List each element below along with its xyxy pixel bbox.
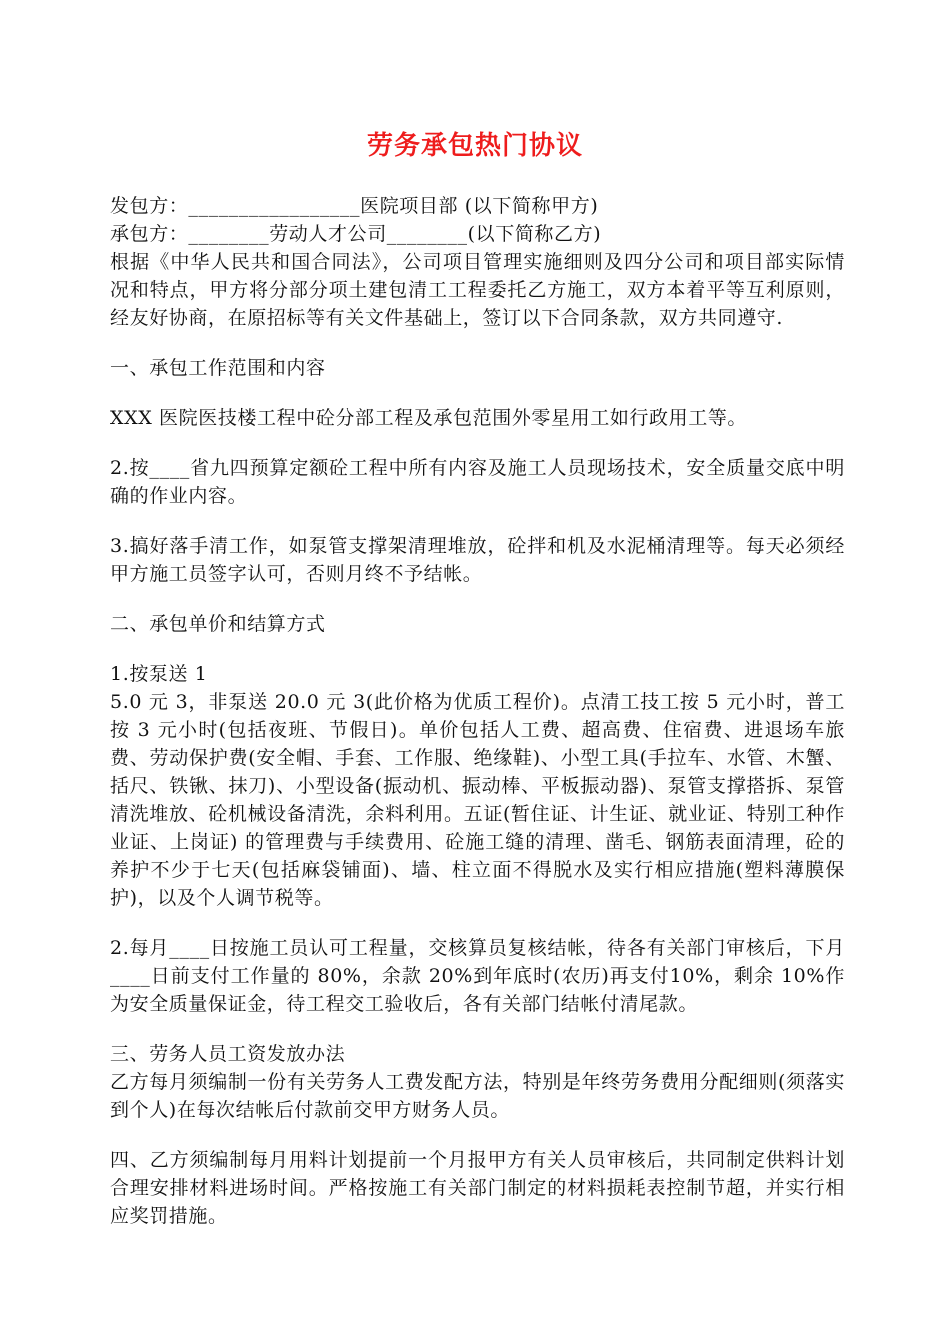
section-4-body: 四、乙方须编制每月用料计划提前一个月报甲方有关人员审核后，共同制定供料计划合理安排材料进场时间。严格按施工有关部门制定的材料损耗表控制节超，并实行相应奖罚措施。 xyxy=(110,1149,845,1227)
party-a-line: 发包方：_________________医院项目部 (以下简称甲方) xyxy=(110,195,599,217)
document-title: 劳务承包热门协议 xyxy=(366,131,583,161)
section-1-item-3: 3.搞好落手清工作，如泵管支撑架清理堆放，砼拌和机及水泥桶清理等。每天必须经甲方施工员签字认可，否则月终不予结帐。 xyxy=(110,535,845,585)
section-2-item-2: 2.每月____日按施工员认可工程量，交核算员复核结帐，待各有关部门审核后，下月____日前支付工作量的 80%，余款 20%到年底时(农历)再支付10%，剩余 10%作为安全质量保证金，待工程交工验收后，各有关部门结帐付清尾款。 xyxy=(110,937,845,1015)
section-1-heading: 一、承包工作范围和内容 xyxy=(110,357,326,379)
preamble-paragraph: 根据《中华人民共和国合同法》，公司项目管理实施细则及四分公司和项目部实际情况和特点，甲方将分部分项土建包清工工程委托乙方施工，双方本着平等互利原则，经友好协商，在原招标等有关文件基础上，签订以下合同条款，双方共同遵守. xyxy=(110,251,845,329)
section-2-item-1-head: 1.按泵送 1 xyxy=(110,663,208,685)
section-1-item-1: XXX 医院医技楼工程中砼分部工程及承包范围外零星用工如行政用工等。 xyxy=(110,407,748,429)
section-3-heading: 三、劳务人员工资发放办法 xyxy=(110,1043,346,1065)
document-body xyxy=(110,192,845,1230)
section-1-item-2: 2.按____省九四预算定额砼工程中所有内容及施工人员现场技术，安全质量交底中明确的作业内容。 xyxy=(110,457,845,507)
section-3-body: 乙方每月须编制一份有关劳务人工费发配方法，特别是年终劳务费用分配细则(须落实到个人)在每次结帐后付款前交甲方财务人员。 xyxy=(110,1071,845,1121)
party-b-line: 承包方：________劳动人才公司________(以下简称乙方) xyxy=(110,223,602,245)
section-2-item-1-body: 5.0 元 3，非泵送 20.0 元 3(此价格为优质工程价)。点清工技工按 5 元小时，普工按 3 元小时(包括夜班、节假日)。单价包括人工费、超高费、住宿费、进退场车旅费、劳动保护费(安全帽、手套、工作服、绝缘鞋)、小型工具(手拉车、水管、木蟹、括尺、铁锹、抹刀)、小型设备(振动机、振动棒、平板振动器)、泵管支撑搭拆、泵管清洗堆放、砼机械设备清洗，余料利用。五证(暂住证、计生证、就业证、特别工种作业证、上岗证) 的管理费与手续费用、砼施工缝的清理、凿毛、钢筋表面清理，砼的养护不少于七天(包括麻袋铺面)、墙、柱立面不得脱水及实行相应措施(塑料薄膜保护)，以及个人调节税等。 xyxy=(110,691,845,909)
section-2-heading: 二、承包单价和结算方式 xyxy=(110,613,326,635)
